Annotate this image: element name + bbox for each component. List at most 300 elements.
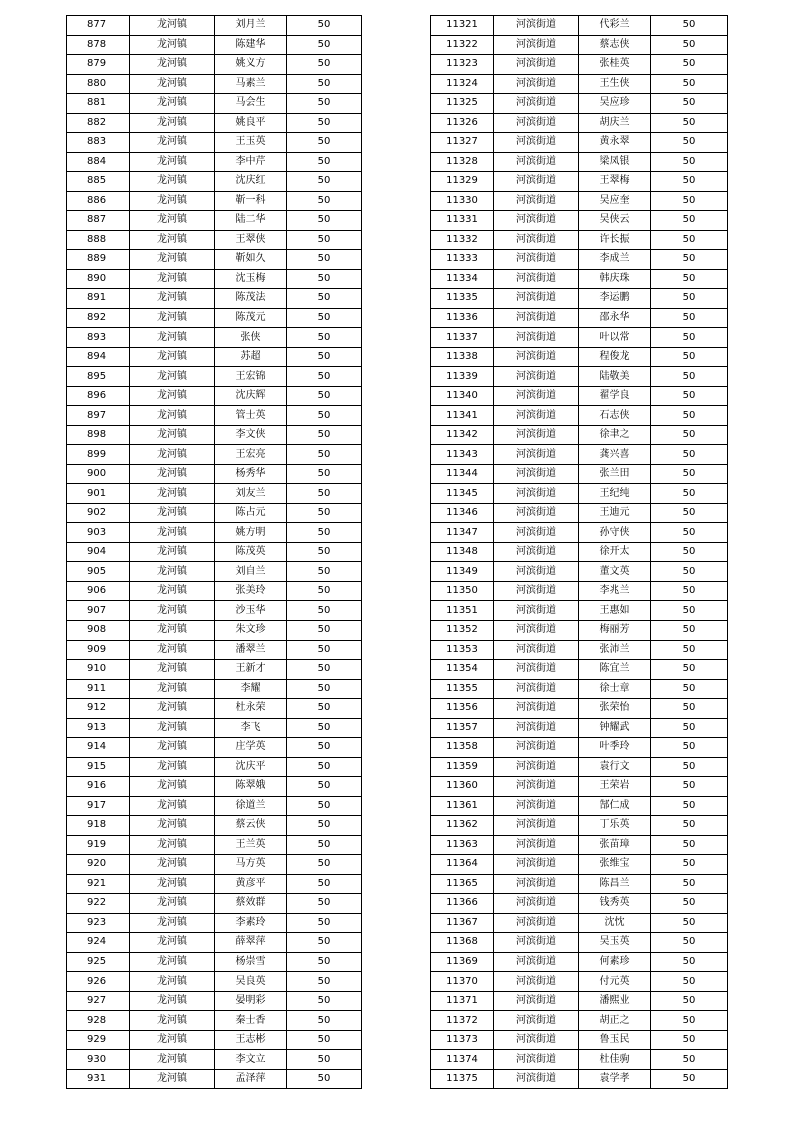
row-number: 919 [67,835,130,855]
row-number: 11375 [431,1069,494,1089]
town-name: 龙河镇 [130,757,215,777]
town-name: 龙河镇 [130,972,215,992]
table-row [67,1011,362,1031]
town-name: 河滨街道 [494,406,579,426]
person-name: 张苗璋 [579,835,651,855]
person-name: 庄学英 [215,738,287,758]
person-name: 张维宝 [579,855,651,875]
table-row [431,913,728,933]
person-name: 潘翠兰 [215,640,287,660]
amount-value: 50 [287,894,362,914]
person-name: 石志侠 [579,406,651,426]
amount-value: 50 [287,425,362,445]
town-name: 龙河镇 [130,484,215,504]
row-number: 11361 [431,796,494,816]
person-name: 陈占元 [215,503,287,523]
town-name: 龙河镇 [130,1050,215,1070]
town-name: 河滨街道 [494,894,579,914]
town-name: 龙河镇 [130,855,215,875]
row-number: 921 [67,874,130,894]
table-row [431,152,728,172]
table-row [431,35,728,55]
row-number: 895 [67,367,130,387]
amount-value: 50 [287,445,362,465]
amount-value: 50 [287,367,362,387]
row-number: 911 [67,679,130,699]
amount-value: 50 [287,1069,362,1089]
town-name: 河滨街道 [494,777,579,797]
person-name: 秦士香 [215,1011,287,1031]
town-name: 河滨街道 [494,308,579,328]
person-name: 蔡效群 [215,894,287,914]
town-name: 龙河镇 [130,796,215,816]
row-number: 916 [67,777,130,797]
row-number: 11372 [431,1011,494,1031]
person-name: 苏超 [215,347,287,367]
table-row [431,484,728,504]
town-name: 河滨街道 [494,933,579,953]
person-name: 姚义方 [215,55,287,75]
town-name: 河滨街道 [494,757,579,777]
person-name: 晏明彩 [215,991,287,1011]
person-name: 李兆兰 [579,581,651,601]
row-number: 11345 [431,484,494,504]
person-name: 梁凤银 [579,152,651,172]
row-number: 11333 [431,250,494,270]
amount-value: 50 [287,933,362,953]
town-name: 龙河镇 [130,933,215,953]
table-row [431,367,728,387]
person-name: 付元英 [579,972,651,992]
table-row [67,1030,362,1050]
town-name: 河滨街道 [494,35,579,55]
person-name: 沈玉梅 [215,269,287,289]
person-name: 王新才 [215,660,287,680]
amount-value: 50 [651,152,728,172]
amount-value: 50 [287,386,362,406]
amount-value: 50 [287,601,362,621]
person-name: 钱秀英 [579,894,651,914]
town-name: 龙河镇 [130,35,215,55]
person-name: 吴玉英 [579,933,651,953]
amount-value: 50 [651,1011,728,1031]
table-row [67,855,362,875]
row-number: 11340 [431,386,494,406]
person-name: 叶季玲 [579,738,651,758]
table-row [67,718,362,738]
town-name: 龙河镇 [130,562,215,582]
row-number: 11322 [431,35,494,55]
amount-value: 50 [651,445,728,465]
person-name: 王宏亮 [215,445,287,465]
amount-value: 50 [651,211,728,231]
amount-value: 50 [651,542,728,562]
amount-value: 50 [651,191,728,211]
amount-value: 50 [651,55,728,75]
town-name: 河滨街道 [494,464,579,484]
amount-value: 50 [651,523,728,543]
town-name: 河滨街道 [494,679,579,699]
person-name: 蔡云侠 [215,816,287,836]
row-number: 915 [67,757,130,777]
roster-table-right [430,15,728,1089]
row-number: 11326 [431,113,494,133]
row-number: 11374 [431,1050,494,1070]
table-row [67,933,362,953]
amount-value: 50 [287,972,362,992]
town-name: 龙河镇 [130,172,215,192]
person-name: 陆二华 [215,211,287,231]
amount-value: 50 [287,289,362,309]
town-name: 龙河镇 [130,660,215,680]
town-name: 河滨街道 [494,660,579,680]
amount-value: 50 [651,1050,728,1070]
row-number: 11348 [431,542,494,562]
table-row [67,464,362,484]
row-number: 892 [67,308,130,328]
town-name: 河滨街道 [494,562,579,582]
table-row [67,16,362,36]
row-number: 901 [67,484,130,504]
row-number: 11343 [431,445,494,465]
amount-value: 50 [287,55,362,75]
town-name: 河滨街道 [494,94,579,114]
person-name: 吴良英 [215,972,287,992]
person-name: 王纪纯 [579,484,651,504]
amount-value: 50 [287,133,362,153]
person-name: 朱文珍 [215,620,287,640]
table-row [67,581,362,601]
row-number: 11331 [431,211,494,231]
amount-value: 50 [651,620,728,640]
row-number: 11359 [431,757,494,777]
person-name: 陈昌兰 [579,874,651,894]
person-name: 沈庆辉 [215,386,287,406]
row-number: 11328 [431,152,494,172]
table-row [67,952,362,972]
person-name: 王宏锦 [215,367,287,387]
amount-value: 50 [651,289,728,309]
row-number: 11362 [431,816,494,836]
town-name: 龙河镇 [130,640,215,660]
town-name: 龙河镇 [130,523,215,543]
row-number: 914 [67,738,130,758]
person-name: 陈宜兰 [579,660,651,680]
town-name: 河滨街道 [494,640,579,660]
roster-table-left [66,15,362,1089]
amount-value: 50 [287,484,362,504]
town-name: 龙河镇 [130,679,215,699]
person-name: 胡庆兰 [579,113,651,133]
town-name: 河滨街道 [494,172,579,192]
row-number: 900 [67,464,130,484]
person-name: 徐道兰 [215,796,287,816]
table-row [431,1069,728,1089]
amount-value: 50 [287,94,362,114]
table-row [67,152,362,172]
person-name: 钟耀武 [579,718,651,738]
town-name: 龙河镇 [130,874,215,894]
person-name: 鲁玉民 [579,1030,651,1050]
row-number: 11363 [431,835,494,855]
town-name: 河滨街道 [494,816,579,836]
town-name: 河滨街道 [494,484,579,504]
row-number: 885 [67,172,130,192]
row-number: 11352 [431,620,494,640]
person-name: 张沛兰 [579,640,651,660]
amount-value: 50 [287,679,362,699]
table-row [431,855,728,875]
table-row [67,269,362,289]
table-row [431,269,728,289]
row-number: 11354 [431,660,494,680]
town-name: 龙河镇 [130,738,215,758]
town-name: 龙河镇 [130,152,215,172]
amount-value: 50 [651,835,728,855]
town-name: 龙河镇 [130,445,215,465]
table-row [67,816,362,836]
person-name: 徐聿之 [579,425,651,445]
town-name: 龙河镇 [130,113,215,133]
row-number: 890 [67,269,130,289]
row-number: 878 [67,35,130,55]
table-row [431,55,728,75]
amount-value: 50 [651,972,728,992]
town-name: 河滨街道 [494,581,579,601]
roster-body-left [67,16,362,1089]
table-row [431,308,728,328]
town-name: 河滨街道 [494,855,579,875]
table-row [431,1011,728,1031]
row-number: 896 [67,386,130,406]
amount-value: 50 [651,777,728,797]
amount-value: 50 [287,1050,362,1070]
person-name: 王翠梅 [579,172,651,192]
table-row [431,464,728,484]
town-name: 龙河镇 [130,620,215,640]
person-name: 沈庆平 [215,757,287,777]
person-name: 马会生 [215,94,287,114]
row-number: 11323 [431,55,494,75]
table-row [431,542,728,562]
town-name: 龙河镇 [130,191,215,211]
amount-value: 50 [651,503,728,523]
row-number: 11332 [431,230,494,250]
amount-value: 50 [651,874,728,894]
row-number: 11366 [431,894,494,914]
town-name: 河滨街道 [494,1011,579,1031]
amount-value: 50 [651,601,728,621]
table-row [431,191,728,211]
town-name: 龙河镇 [130,1030,215,1050]
amount-value: 50 [651,562,728,582]
person-name: 许长振 [579,230,651,250]
table-row [431,796,728,816]
table-row [67,757,362,777]
person-name: 陈建华 [215,35,287,55]
town-name: 龙河镇 [130,542,215,562]
table-row [67,211,362,231]
town-name: 河滨街道 [494,152,579,172]
row-number: 11351 [431,601,494,621]
amount-value: 50 [287,718,362,738]
row-number: 11329 [431,172,494,192]
table-row [67,230,362,250]
amount-value: 50 [651,94,728,114]
amount-value: 50 [287,913,362,933]
person-name: 郜仁成 [579,796,651,816]
person-name: 孙守侠 [579,523,651,543]
amount-value: 50 [651,133,728,153]
table-row [67,308,362,328]
amount-value: 50 [287,738,362,758]
table-row [431,699,728,719]
table-row [67,386,362,406]
town-name: 龙河镇 [130,464,215,484]
person-name: 刘友兰 [215,484,287,504]
person-name: 吴应珍 [579,94,651,114]
person-name: 张荣怡 [579,699,651,719]
row-number: 930 [67,1050,130,1070]
amount-value: 50 [651,269,728,289]
table-row [431,738,728,758]
person-name: 杜永荣 [215,699,287,719]
person-name: 王迪元 [579,503,651,523]
amount-value: 50 [651,328,728,348]
row-number: 891 [67,289,130,309]
person-name: 杨秀华 [215,464,287,484]
town-name: 河滨街道 [494,328,579,348]
town-name: 河滨街道 [494,1050,579,1070]
amount-value: 50 [287,562,362,582]
row-number: 11357 [431,718,494,738]
town-name: 河滨街道 [494,250,579,270]
person-name: 张美玲 [215,581,287,601]
row-number: 11349 [431,562,494,582]
person-name: 姚方明 [215,523,287,543]
town-name: 龙河镇 [130,503,215,523]
town-name: 河滨街道 [494,718,579,738]
table-row [431,211,728,231]
row-number: 877 [67,16,130,36]
table-row [431,1030,728,1050]
table-row [431,289,728,309]
amount-value: 50 [651,660,728,680]
table-row [431,406,728,426]
town-name: 河滨街道 [494,425,579,445]
amount-value: 50 [651,952,728,972]
amount-value: 50 [287,347,362,367]
town-name: 河滨街道 [494,191,579,211]
row-number: 11327 [431,133,494,153]
amount-value: 50 [287,406,362,426]
table-row [67,406,362,426]
amount-value: 50 [287,835,362,855]
person-name: 吴应奎 [579,191,651,211]
row-number: 883 [67,133,130,153]
table-row [67,347,362,367]
amount-value: 50 [287,113,362,133]
person-name: 李运鹏 [579,289,651,309]
table-row [431,679,728,699]
row-number: 893 [67,328,130,348]
town-name: 龙河镇 [130,269,215,289]
amount-value: 50 [287,991,362,1011]
person-name: 蔡志侠 [579,35,651,55]
amount-value: 50 [287,523,362,543]
row-number: 11325 [431,94,494,114]
town-name: 龙河镇 [130,913,215,933]
person-name: 薛翠萍 [215,933,287,953]
town-name: 河滨街道 [494,796,579,816]
town-name: 河滨街道 [494,113,579,133]
row-number: 11346 [431,503,494,523]
amount-value: 50 [287,503,362,523]
row-number: 907 [67,601,130,621]
town-name: 龙河镇 [130,367,215,387]
row-number: 11355 [431,679,494,699]
row-number: 11344 [431,464,494,484]
table-row [431,16,728,36]
row-number: 11336 [431,308,494,328]
person-name: 袁学孝 [579,1069,651,1089]
table-row [67,1050,362,1070]
row-number: 11353 [431,640,494,660]
table-row [431,757,728,777]
row-number: 11339 [431,367,494,387]
table-row [67,640,362,660]
person-name: 王兰英 [215,835,287,855]
town-name: 龙河镇 [130,699,215,719]
town-name: 河滨街道 [494,367,579,387]
amount-value: 50 [651,425,728,445]
person-name: 韩庆珠 [579,269,651,289]
town-name: 龙河镇 [130,133,215,153]
amount-value: 50 [651,718,728,738]
table-row [67,835,362,855]
town-name: 河滨街道 [494,55,579,75]
row-number: 11356 [431,699,494,719]
amount-value: 50 [651,816,728,836]
table-row [431,972,728,992]
person-name: 陈茂元 [215,308,287,328]
table-row [431,425,728,445]
table-row [431,503,728,523]
amount-value: 50 [287,250,362,270]
table-row [67,94,362,114]
table-row [431,718,728,738]
person-name: 沈忱 [579,913,651,933]
table-row [67,367,362,387]
amount-value: 50 [651,74,728,94]
table-row [431,660,728,680]
amount-value: 50 [651,581,728,601]
row-number: 926 [67,972,130,992]
amount-value: 50 [287,777,362,797]
row-number: 929 [67,1030,130,1050]
row-number: 920 [67,855,130,875]
row-number: 903 [67,523,130,543]
table-row [67,1069,362,1089]
row-number: 902 [67,503,130,523]
row-number: 905 [67,562,130,582]
town-name: 河滨街道 [494,230,579,250]
row-number: 888 [67,230,130,250]
town-name: 龙河镇 [130,328,215,348]
person-name: 梅丽芳 [579,620,651,640]
row-number: 11335 [431,289,494,309]
person-name: 李中芹 [215,152,287,172]
